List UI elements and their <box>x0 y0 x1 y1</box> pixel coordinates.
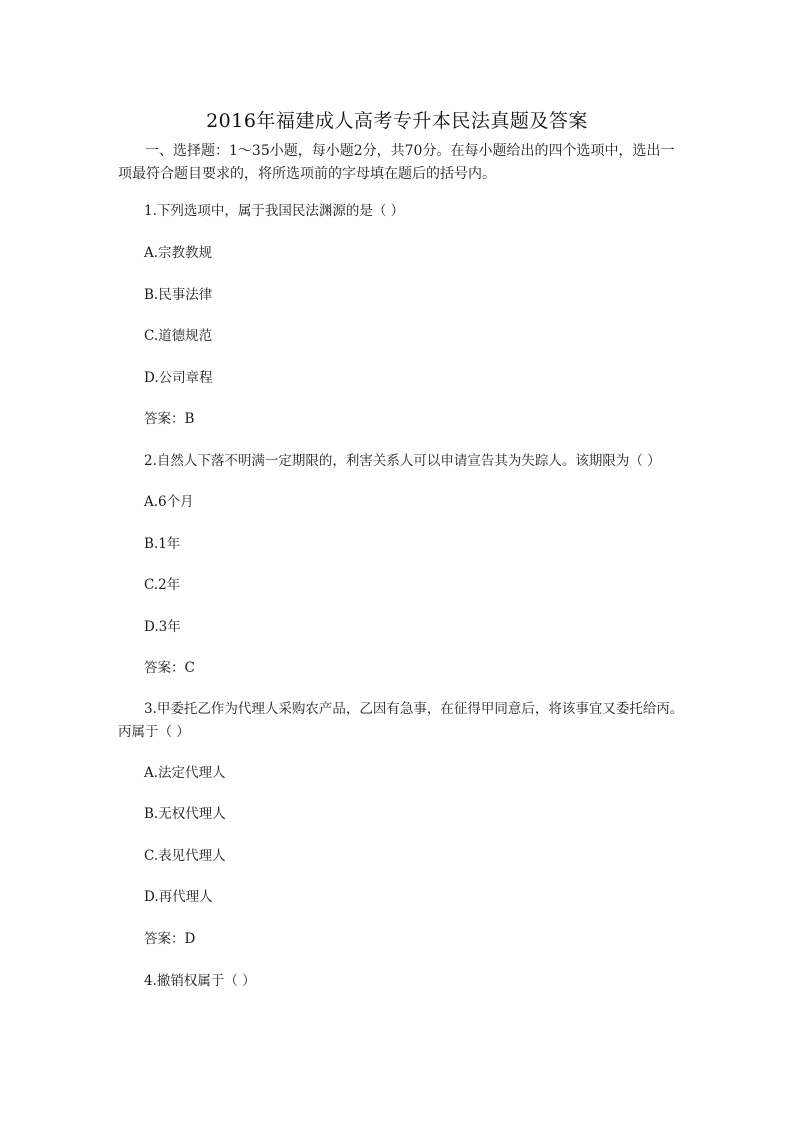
question-1-option-a: A.宗教教规 <box>144 245 213 261</box>
section-instructions: 一、选择题：1～35小题，每小题2分，共70分。在每小题给出的四个选项中，选出一项最符合题目要求的，将所选项前的字母填在题后的括号内。 <box>118 143 675 182</box>
question-3-stem: 3.甲委托乙作为代理人采购农产品，乙因有急事，在征得甲同意后，将该事宜又委托给丙。丙属于（ ） <box>118 701 684 740</box>
question-2-answer: 答案：C <box>144 660 195 676</box>
question-3-option-c: C.表见代理人 <box>144 848 226 864</box>
question-2-option-a: A.6个月 <box>144 494 194 510</box>
question-3-option-d: D.再代理人 <box>144 889 213 905</box>
question-3-option-b: B.无权代理人 <box>144 806 226 822</box>
question-1-option-c: C.道德规范 <box>144 328 213 344</box>
question-2-stem: 2.自然人下落不明满一定期限的，利害关系人可以申请宣告其为失踪人。该期限为（ ） <box>144 453 661 469</box>
question-1-stem: 1.下列选项中，属于我国民法渊源的是（ ） <box>144 203 405 219</box>
question-2-option-c: C.2年 <box>144 577 181 593</box>
question-1-option-d: D.公司章程 <box>144 370 213 386</box>
question-3-answer: 答案：D <box>144 931 196 947</box>
question-2-option-b: B.1年 <box>144 536 181 552</box>
question-4-stem: 4.撤销权属于（ ） <box>144 973 256 989</box>
question-1-option-b: B.民事法律 <box>144 287 213 303</box>
document-title: 2016年福建成人高考专升本民法真题及答案 <box>206 110 588 132</box>
question-3-option-a: A.法定代理人 <box>144 765 226 781</box>
question-1-answer: 答案：B <box>144 411 195 427</box>
question-2-option-d: D.3年 <box>144 619 181 635</box>
